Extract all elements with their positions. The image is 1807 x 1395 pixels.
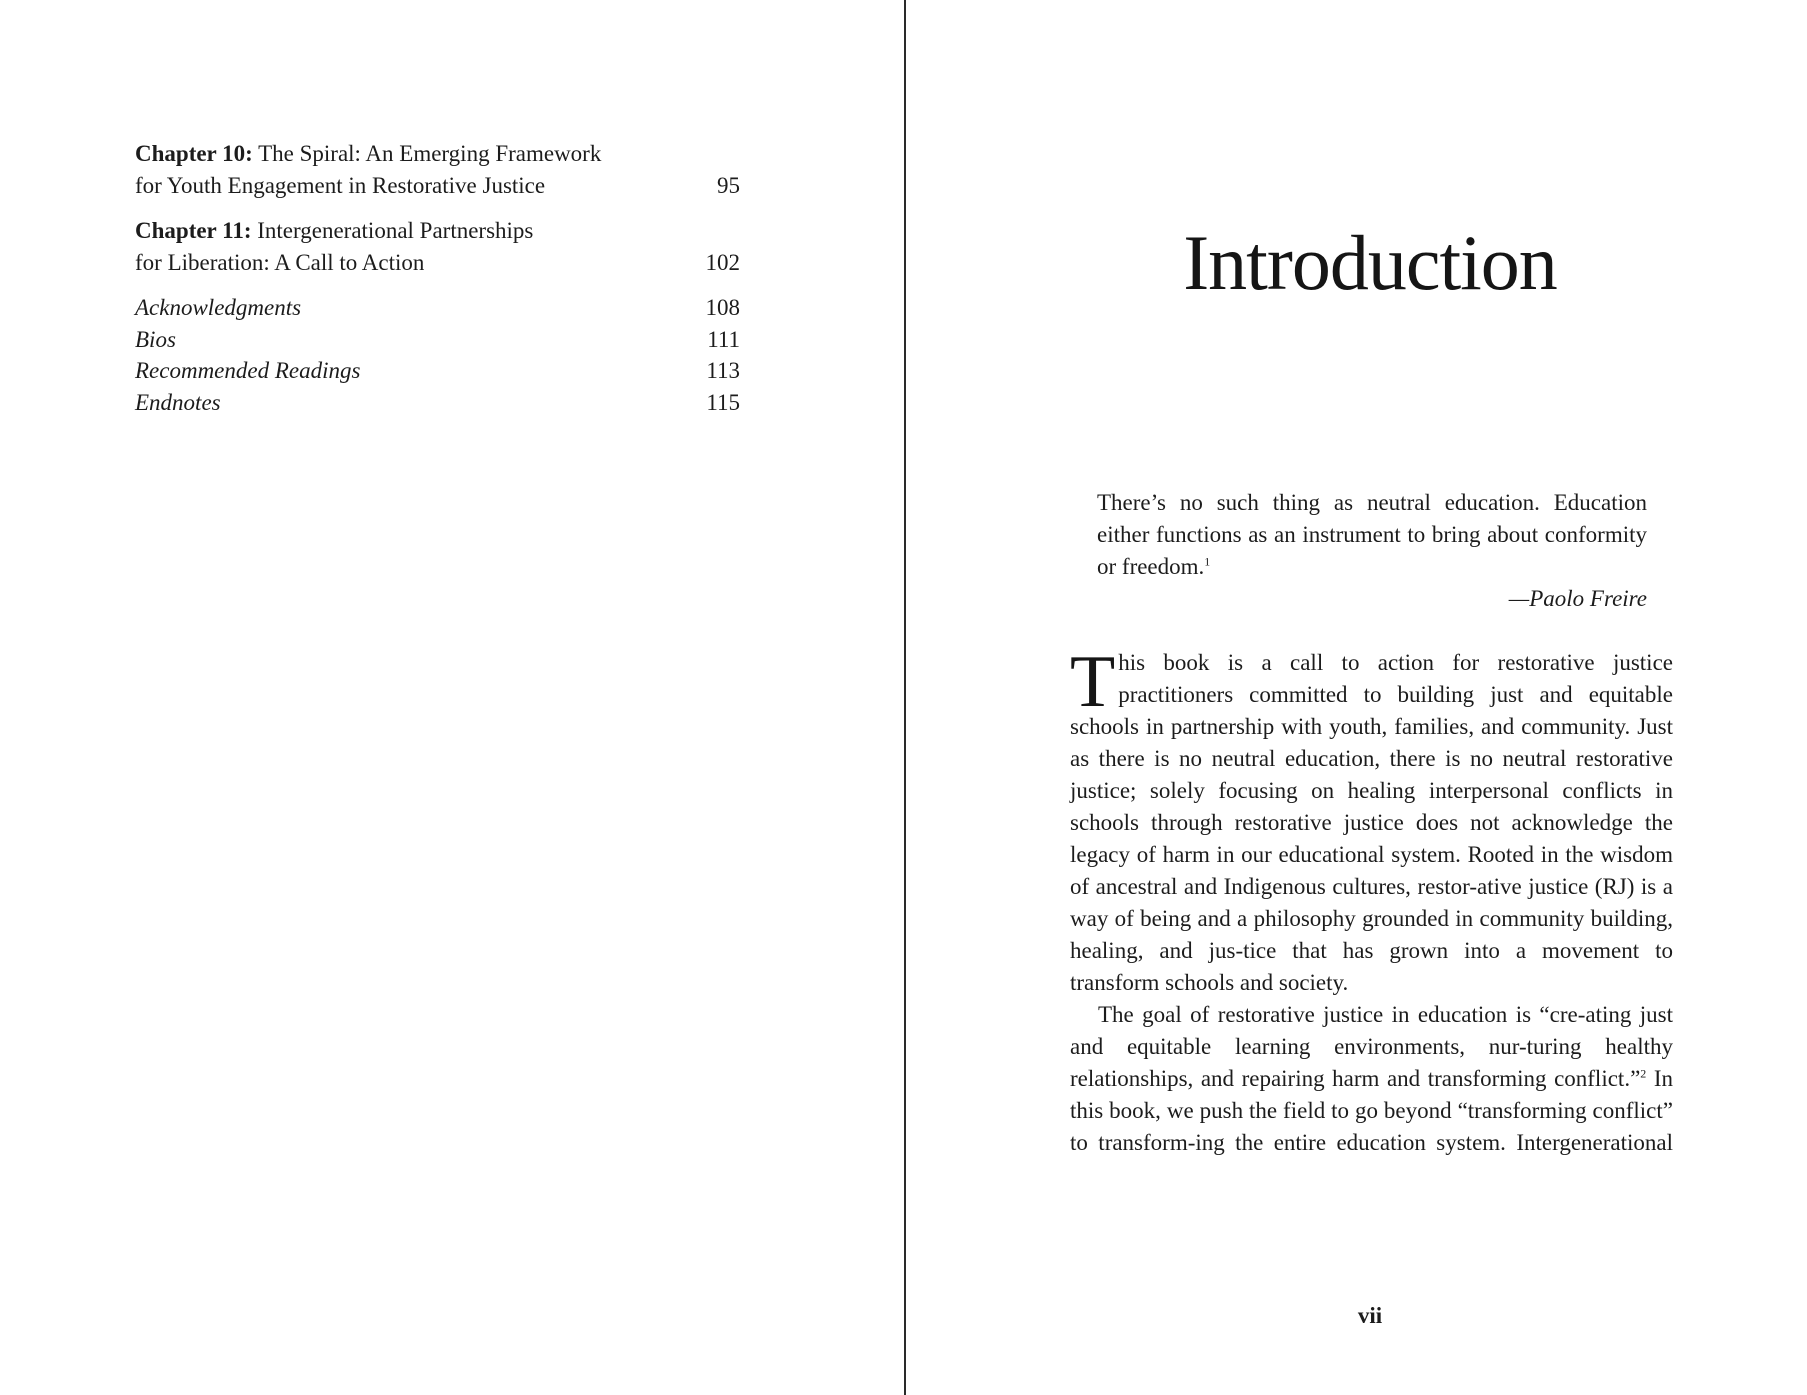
epigraph-quote bbox=[1097, 487, 1647, 583]
body-text bbox=[1070, 641, 1673, 1159]
toc-entry-endnotes[interactable] bbox=[135, 387, 740, 419]
toc-entry-bios[interactable] bbox=[135, 324, 740, 356]
page-number: vii bbox=[1357, 1303, 1383, 1328]
toc-back-title: Recommended Readings bbox=[135, 358, 361, 383]
epigraph bbox=[1097, 487, 1647, 615]
table-of-contents bbox=[135, 138, 740, 418]
paragraph bbox=[1070, 641, 1673, 999]
paragraph-text: his book is a call to action for restorative justice practitioners committed to building just and equitable schools in partnership with youth, families, and community. Just as there is no neutral education, there is no neutral restorative justice; solely focusing on healing interpersonal conflicts in schools through restorative justice does not acknowledge the legacy of harm in our educational system. Rooted in the wisdom of ancestral and Indigenous cultures, restor-ative justice (RJ) is a way of being and a philosophy grounded in community building, healing, and jus-tice that has grown into a movement to transform schools and society. bbox=[1070, 650, 1673, 995]
toc-page-number: 95 bbox=[717, 172, 740, 198]
toc-page-number: 108 bbox=[705, 295, 740, 320]
toc-back-title: Endnotes bbox=[135, 389, 221, 415]
toc-entry-acknowledgments[interactable] bbox=[135, 292, 740, 324]
paragraph bbox=[1070, 999, 1673, 1159]
toc-chapter-label: Chapter 10: bbox=[135, 141, 253, 166]
footnote-marker[interactable]: 2 bbox=[1640, 1066, 1647, 1081]
toc-page-number: 102 bbox=[705, 249, 740, 275]
drop-cap: T bbox=[1070, 641, 1116, 723]
toc-entry-chapter-11[interactable] bbox=[135, 215, 740, 278]
toc-back-title: Bios bbox=[135, 326, 176, 352]
toc-back-matter bbox=[135, 292, 740, 418]
paragraph-text: The goal of restorative justice in education is “cre-ating just and equitable learning environments, nur-turing healthy relationships, and repairing harm and transforming conflict.” bbox=[1070, 1002, 1673, 1091]
toc-chapter-title-continued: for Liberation: A Call to Action bbox=[135, 249, 425, 275]
chapter-title: Introduction bbox=[1183, 219, 1557, 306]
toc-back-title: Acknowledgments bbox=[135, 295, 302, 320]
toc-entry-chapter-10[interactable] bbox=[135, 138, 740, 201]
epigraph-attribution: —Paolo Freire bbox=[1508, 586, 1647, 611]
toc-chapter-title-continued: for Youth Engagement in Restorative Justice bbox=[135, 172, 546, 198]
footnote-marker[interactable]: 1 bbox=[1204, 554, 1211, 569]
toc-chapter-title: Intergenerational Partnerships bbox=[257, 218, 534, 243]
page-gutter-divider bbox=[904, 0, 906, 1395]
toc-chapter-label: Chapter 11: bbox=[135, 218, 252, 243]
toc-entry-recommended-readings[interactable] bbox=[135, 355, 740, 387]
toc-page-number: 113 bbox=[706, 358, 740, 383]
epigraph-quote-text: There’s no such thing as neutral education. Education either functions as an instrument to bring about conformity or freedom. bbox=[1097, 490, 1647, 579]
toc-chapter-title: The Spiral: An Emerging Framework bbox=[258, 141, 602, 166]
toc-page-number: 111 bbox=[707, 326, 740, 352]
paragraph-text-continued: In this book, we push the field to go beyond “transforming conflict” to transform-ing the entire education system. Intergenerational bbox=[1070, 1066, 1673, 1155]
toc-page-number: 115 bbox=[706, 389, 740, 415]
